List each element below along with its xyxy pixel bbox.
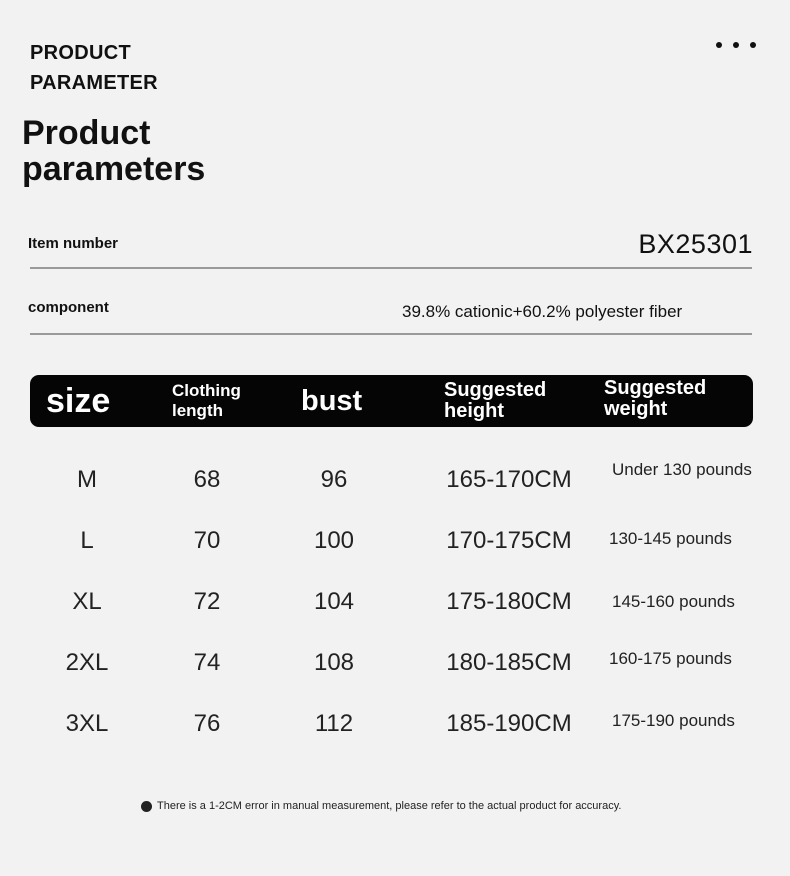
divider: [30, 333, 752, 335]
footnote-text: There is a 1-2CM error in manual measurement, please refer to the actual product for accuracy.: [157, 800, 622, 812]
header-clothing-line2: length: [172, 401, 223, 420]
cell-bust: 112: [314, 710, 354, 737]
more-horizontal-icon[interactable]: [716, 40, 756, 50]
cell-length: 70: [193, 527, 221, 554]
item-number-label: Item number: [28, 235, 119, 252]
header-size: size: [46, 382, 111, 420]
page-title: [22, 115, 205, 187]
header-bust: bust: [301, 385, 363, 417]
more-dot: [716, 42, 722, 48]
cell-bust: 104: [313, 588, 355, 615]
table-header: [30, 375, 753, 427]
cell-bust: 96: [320, 466, 348, 493]
more-dot: [750, 42, 756, 48]
cell-size: 3XL: [65, 710, 109, 737]
cell-size: L: [80, 527, 94, 554]
cell-length: 72: [193, 588, 221, 615]
cell-size: 2XL: [65, 649, 109, 676]
header-height-line1: Suggested: [444, 379, 547, 401]
cell-height: 175-180CM: [446, 588, 572, 615]
page-title-line2: parameters: [22, 150, 206, 188]
header-suggested-weight: [604, 378, 706, 420]
cell-length: 74: [193, 649, 221, 676]
divider: [30, 267, 752, 269]
bullet-icon: [141, 801, 152, 812]
cell-weight: 160-175 pounds: [609, 649, 732, 668]
cell-height: 185-190CM: [446, 710, 572, 737]
header-clothing-line1: Clothing: [172, 381, 241, 400]
cell-size: XL: [72, 588, 102, 615]
header-height-line2: height: [444, 400, 504, 422]
section-label-line2: PARAMETER: [30, 72, 158, 94]
section-label-line1: PRODUCT: [30, 42, 131, 64]
cell-bust: 100: [313, 527, 355, 554]
cell-length: 76: [193, 710, 221, 737]
cell-size: M: [77, 466, 97, 493]
more-dot: [733, 42, 739, 48]
cell-length: 68: [193, 466, 221, 493]
item-number-value: BX25301: [638, 229, 753, 259]
cell-bust: 108: [313, 649, 355, 676]
header-weight-line2: weight: [604, 398, 668, 420]
cell-height: 165-170CM: [446, 466, 572, 493]
cell-weight: 145-160 pounds: [612, 592, 735, 611]
cell-height: 170-175CM: [446, 527, 572, 554]
cell-weight: Under 130 pounds: [612, 460, 752, 479]
component-value: 39.8% cationic+60.2% polyester fiber: [402, 302, 683, 321]
header-weight-line1: Suggested: [604, 377, 707, 399]
section-label: [30, 38, 158, 98]
footnote: [141, 800, 621, 812]
cell-weight: 175-190 pounds: [612, 711, 735, 730]
component-label: component: [28, 299, 109, 316]
cell-weight: 130-145 pounds: [609, 529, 732, 548]
header-suggested-height: [444, 380, 546, 422]
page-title-line1: Product: [22, 114, 151, 152]
cell-height: 180-185CM: [446, 649, 572, 676]
header-clothing-length: [172, 381, 241, 421]
